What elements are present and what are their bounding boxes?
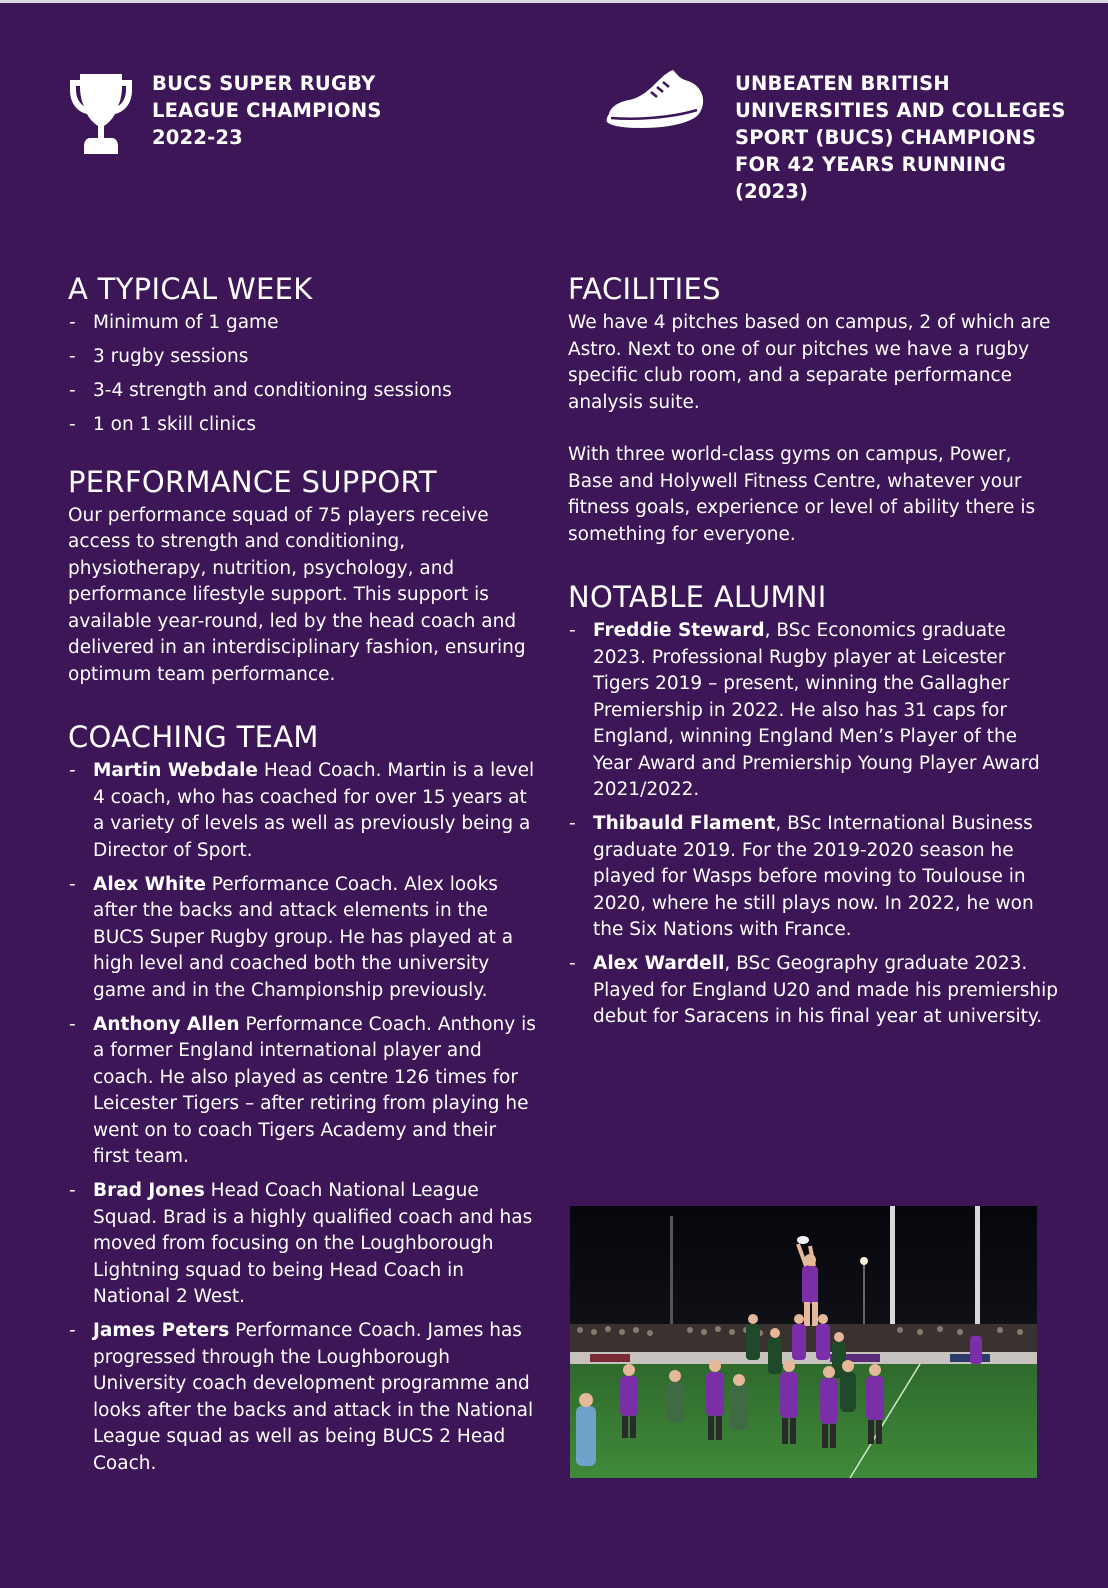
alumni-name: Alex Wardell	[593, 953, 725, 974]
notable-alumni-section	[568, 580, 1058, 1031]
coach-item	[68, 872, 538, 1005]
alumni-item	[568, 811, 1058, 944]
alumni-description: , BSc Economics graduate 2023. Professional Rugby player at Leicester Tigers 2019 – present, winning the Gallagher Premiership in 2022. He also has 31 caps for England, winning England Men’s Player of the Year Award and Premiership Young Player Award 2021/2022.	[593, 620, 1040, 800]
notable-alumni-heading: NOTABLE ALUMNI	[568, 580, 827, 614]
typical-week-section	[68, 272, 538, 439]
performance-support-text: Our performance squad of 75 players receive access to strength and conditioning, physiotherapy, nutrition, psychology, and performance lifestyle support. This support is available year-round, led by the head coach and delivered in an interdisciplinary fashion, ensuring optimum team performance.	[68, 504, 526, 685]
top-border	[0, 0, 1108, 3]
right-column	[568, 272, 1058, 1038]
facilities-section	[568, 272, 1058, 548]
coach-item	[68, 1178, 538, 1311]
list-item: - 3-4 strength and conditioning sessions	[68, 378, 538, 405]
coach-description: Performance Coach. Alex looks after the backs and attack elements in the BUCS Super Rugby group. He has played at a high level and coached both the university game and in the Championship previously.	[93, 873, 514, 1001]
list-item: - 1 on 1 skill clinics	[68, 412, 538, 439]
facilities-heading: FACILITIES	[568, 272, 721, 306]
coaching-team-list	[68, 758, 538, 1477]
coach-item	[68, 1318, 538, 1477]
alumni-item	[568, 951, 1058, 1031]
coach-description: Performance Coach. James has progressed through the Loughborough University coach development programme and looks after the backs and attack in the National League squad as well as being BUCS 2 Head Coach.	[93, 1320, 534, 1474]
facilities-paragraph: With three world-class gyms on campus, Power, Base and Holywell Fitness Centre, whatever your fitness goals, experience or level of ability there is something for everyone.	[568, 444, 1036, 545]
coach-name: Alex White	[93, 873, 206, 895]
coach-name: Anthony Allen	[93, 1013, 240, 1035]
award-label: BUCS SUPER RUGBY LEAGUE CHAMPIONS 2022-23	[152, 72, 382, 149]
rugby-lineout-photo	[570, 1206, 1037, 1478]
list-item: - Minimum of 1 game	[68, 310, 538, 337]
coach-item	[68, 1012, 538, 1171]
typical-week-heading: A TYPICAL WEEK	[68, 272, 313, 306]
alumni-description: , BSc International Business graduate 2019. For the 2019-2020 season he played for Wasps before moving to Toulouse in 2020, where he still plays now. In 2022, he won the Six Nations with France.	[593, 813, 1034, 940]
coach-name: Brad Jones	[93, 1180, 205, 1201]
list-item: - 3 rugby sessions	[68, 344, 538, 371]
coach-description: Performance Coach. Anthony is a former England international player and coach. He also played as centre 126 times for Leicester Tigers – after retiring from playing he went on to coach Tigers Academy and their first team.	[93, 1013, 536, 1167]
coach-name: Martin Webdale	[93, 760, 258, 781]
performance-support-heading: PERFORMANCE SUPPORT	[68, 464, 437, 499]
alumni-name: Thibauld Flament	[593, 813, 776, 834]
performance-support-section	[68, 465, 538, 689]
award-unbeaten	[605, 70, 1075, 205]
alumni-list	[568, 618, 1058, 1031]
award-league-champions	[68, 70, 392, 156]
trophy-icon	[68, 70, 152, 156]
alumni-description: , BSc Geography graduate 2023. Played for England U20 and made his premiership debut for Saracens in his final year at university.	[593, 953, 1059, 1027]
trainer-shoe-icon	[605, 70, 735, 132]
typical-week-list	[68, 310, 538, 439]
alumni-item	[568, 618, 1058, 804]
alumni-name: Freddie Steward	[593, 620, 765, 641]
coaching-team-heading: COACHING TEAM	[68, 720, 319, 754]
coaching-team-section	[68, 720, 538, 1477]
award-label: UNBEATEN BRITISH UNIVERSITIES AND COLLEGES SPORT (BUCS) CHAMPIONS FOR 42 YEARS RUNNING (2023)	[735, 72, 1066, 203]
coach-description: Head Coach National League Squad. Brad is a highly qualified coach and has moved from focusing on the Loughborough Lightning squad to being Head Coach in National 2 West.	[93, 1180, 533, 1307]
coach-description: Head Coach. Martin is a level 4 coach, who has coached for over 15 years at a variety of levels as well as previously being a Director of Sport.	[93, 760, 535, 861]
facilities-paragraph: We have 4 pitches based on campus, 2 of which are Astro. Next to one of our pitches we have a rugby specific club room, and a separate performance analysis suite.	[568, 312, 1051, 413]
left-column	[68, 272, 538, 1485]
coach-name: James Peters	[93, 1320, 230, 1341]
coach-item	[68, 758, 538, 864]
